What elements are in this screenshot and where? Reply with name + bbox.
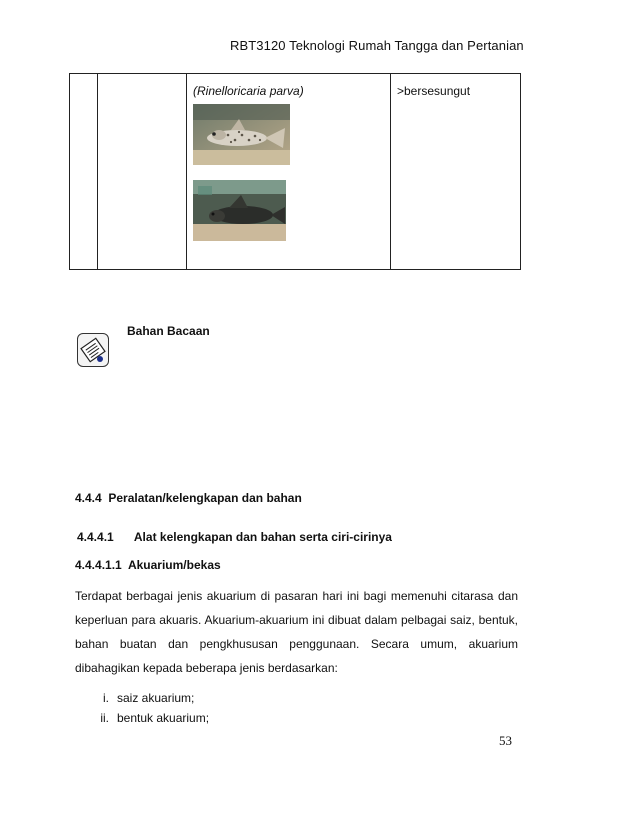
scientific-name: (Rinelloricaria parva) <box>193 84 304 98</box>
page-number: 53 <box>499 733 512 748</box>
section-number: 4.4.4 <box>75 491 102 505</box>
list-item-text: bentuk akuarium; <box>117 711 210 725</box>
subsection-heading <box>77 530 392 544</box>
table-row <box>70 74 521 270</box>
subsubsection-number: 4.4.4.1.1 <box>75 558 122 572</box>
section-heading <box>75 491 302 505</box>
list-item-number: i. <box>103 691 109 705</box>
list-item <box>91 708 209 728</box>
fish-photo-2 <box>193 180 286 241</box>
fish-photo-1 <box>193 104 290 165</box>
subsubsection-title: Akuarium/bekas <box>127 558 221 572</box>
subsection-title: Alat kelengkapan dan bahan serta ciri-cirinya <box>133 530 392 544</box>
subsection-number: 4.4.4.1 <box>77 530 114 544</box>
subsubsection-heading <box>75 558 221 572</box>
list-item-text: saiz akuarium; <box>117 691 195 705</box>
fish-table <box>69 73 521 270</box>
fish-description: >bersesungut <box>397 84 471 98</box>
table-cell-description <box>391 74 521 270</box>
criteria-list <box>91 688 209 728</box>
table-cell-number <box>70 74 98 270</box>
page-header: RBT3120 Teknologi Rumah Tangga dan Pertanian <box>230 38 524 53</box>
table-cell-name <box>98 74 187 270</box>
body-paragraph: Terdapat berbagai jenis akuarium di pasaran hari ini bagi memenuhi citarasa dan keperluan para akuaris. Akuarium-akuarium ini dibuat dalam pelbagai saiz, bentuk, bahan buatan dan pengkhususan penggunaan. Secara umum, akuarium dibahagikan kepada beberapa jenis berdasarkan: <box>75 589 518 675</box>
reading-material-icon <box>77 333 109 367</box>
section-title: Peralatan/kelengkapan dan bahan <box>108 491 302 505</box>
list-item <box>91 688 209 708</box>
reading-material-label: Bahan Bacaan <box>127 324 210 338</box>
list-item-number: ii. <box>100 711 109 725</box>
